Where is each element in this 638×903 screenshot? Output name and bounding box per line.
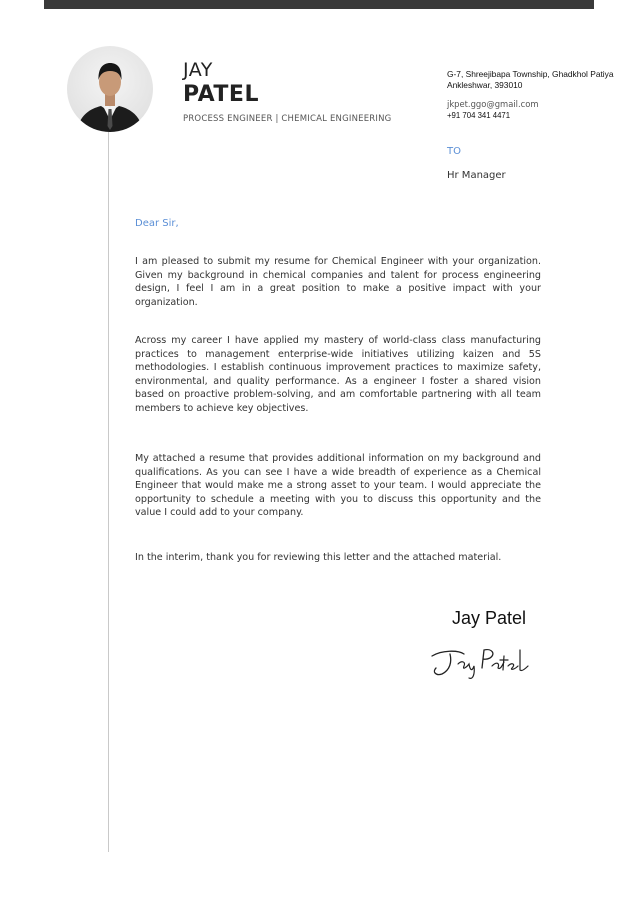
- signature-name: Jay Patel: [452, 608, 527, 628]
- letter-paragraph: My attached a resume that provides additional information on my background and qualifications. As you can see I have a wide breadth of experience as a Chemical Engineer that would make me a strong asset to your team. I would appreciate the opportunity to schedule a meeting with you to discuss this opportunity and the value I could add to your company.: [135, 453, 541, 519]
- person-silhouette-icon: [67, 46, 153, 132]
- letter-paragraph: In the interim, thank you for reviewing this letter and the attached material.: [135, 552, 502, 563]
- recipient-label: TO: [447, 146, 461, 157]
- handwritten-signature: [428, 644, 543, 682]
- address-line-2: Ankleshwar, 393010: [447, 80, 523, 90]
- first-name: JAY: [183, 59, 213, 81]
- phone: +91 704 341 4471: [447, 111, 511, 120]
- address: [447, 69, 627, 91]
- email: jkpet.ggo@gmail.com: [447, 99, 539, 109]
- salutation: Dear Sir,: [135, 218, 179, 229]
- top-bar: [44, 0, 594, 9]
- recipient-name: Hr Manager: [447, 170, 506, 181]
- last-name: PATEL: [183, 82, 259, 107]
- profile-photo: [67, 46, 153, 132]
- letter-paragraph: Across my career I have applied my mastery of world-class class manufacturing practices to management enterprise-wide initiatives utilizing kaizen and 5S methodologies. I establish continuous improvement practices to maximize safety, environmental, and quality performance. As a engineer I foster a shared vision based on proactive problem-solving, and am comfortable partnering with all team members to achieve key objectives.: [135, 335, 541, 414]
- letter-paragraph: I am pleased to submit my resume for Chemical Engineer with your organization. Given my background in chemical companies and talent for process engineering design, I feel I am in a great position to make a positive impact with your organization.: [135, 256, 541, 308]
- job-title: PROCESS ENGINEER | CHEMICAL ENGINEERING: [183, 114, 392, 124]
- address-line-1: G-7, Shreejibapa Township, Ghadkhol Patiya: [447, 69, 614, 79]
- vertical-divider: [108, 126, 109, 852]
